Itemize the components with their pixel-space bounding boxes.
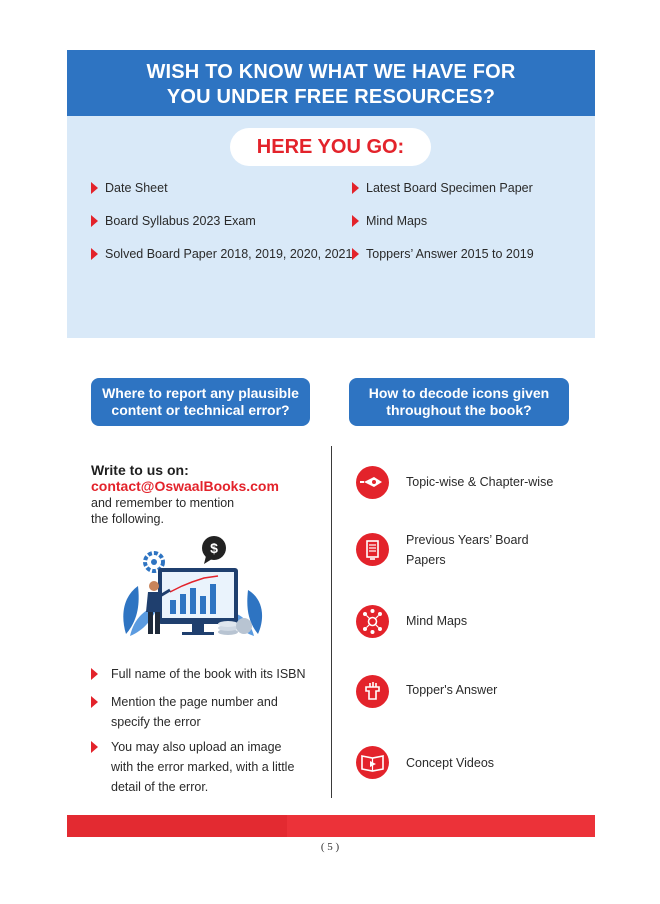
- report-bullet: Mention the page number and specify the error: [91, 692, 321, 732]
- mind-map-icon: [356, 605, 389, 638]
- page-number: ( 5 ): [320, 841, 340, 853]
- bullet-triangle-icon: [91, 668, 98, 680]
- report-bullet: Full name of the book with its ISBN: [91, 664, 321, 684]
- bullet-triangle-icon: [91, 215, 98, 227]
- contact-email-link[interactable]: contact@OswaalBooks.com: [91, 478, 279, 494]
- resource-item: Toppers’ Answer 2015 to 2019: [352, 246, 534, 262]
- report-error-heading: Where to report any plausible content or technical error?: [91, 378, 310, 426]
- bullet-triangle-icon: [91, 248, 98, 260]
- write-to-us-label: Write to us on:: [91, 462, 189, 478]
- report-bullet: You may also upload an image with the error marked, with a little detail of the error.: [91, 737, 321, 797]
- footer-bar: [67, 815, 595, 837]
- resource-item: Solved Board Paper 2018, 2019, 2020, 2021: [91, 246, 352, 262]
- bullet-triangle-icon: [352, 248, 359, 260]
- pen-nib-icon: [356, 466, 389, 499]
- resource-item: Board Syllabus 2023 Exam: [91, 213, 256, 229]
- bullet-triangle-icon: [352, 215, 359, 227]
- bar-icon: [210, 584, 216, 614]
- person-head: [149, 581, 159, 591]
- page-banner: [67, 50, 595, 116]
- resource-item: Latest Board Specimen Paper: [352, 180, 533, 196]
- monitor-base: [182, 632, 214, 635]
- resource-item: Date Sheet: [91, 180, 168, 196]
- free-resources-panel: [67, 116, 595, 338]
- bar-icon: [170, 600, 176, 614]
- bullet-triangle-icon: [91, 696, 98, 708]
- gear-icon-center: [151, 559, 157, 565]
- topper-hand-icon: [356, 675, 389, 708]
- bullet-triangle-icon: [91, 741, 98, 753]
- icon-label-previous-papers: Previous Years’ Board Papers: [406, 533, 529, 567]
- decode-icons-heading: How to decode icons given throughout the book?: [349, 378, 569, 426]
- coin-stack: [218, 621, 238, 627]
- person-leg: [155, 612, 160, 634]
- dollar-symbol: $: [210, 540, 218, 556]
- icon-label-toppers-answer: Topper's Answer: [406, 683, 498, 697]
- icon-label-mind-maps: Mind Maps: [406, 614, 468, 628]
- column-divider: [331, 446, 332, 798]
- document-stack-icon: [356, 533, 389, 566]
- bar-icon: [190, 588, 196, 614]
- dollar-coin-icon: [236, 618, 252, 634]
- footer-bar-shade: [287, 815, 595, 837]
- video-book-icon: [356, 746, 389, 779]
- icon-label-concept-videos: Concept Videos: [406, 756, 495, 770]
- bullet-triangle-icon: [91, 182, 98, 194]
- here-you-go-heading: HERE YOU GO:: [230, 128, 431, 166]
- person-leg: [148, 612, 153, 634]
- monitor-stand: [192, 624, 204, 632]
- mention-note: and remember to mention the following.: [91, 496, 235, 526]
- banner-title-line-2: YOU UNDER FREE RESOURCES?: [166, 86, 496, 108]
- bar-icon: [180, 594, 186, 614]
- bar-icon: [200, 596, 206, 614]
- bullet-triangle-icon: [352, 182, 359, 194]
- report-illustration: [118, 534, 268, 644]
- resource-item: Mind Maps: [352, 213, 427, 229]
- icon-label-topic-wise: Topic-wise & Chapter-wise: [406, 475, 554, 489]
- banner-title-line-1: WISH TO KNOW WHAT WE HAVE FOR: [146, 61, 516, 83]
